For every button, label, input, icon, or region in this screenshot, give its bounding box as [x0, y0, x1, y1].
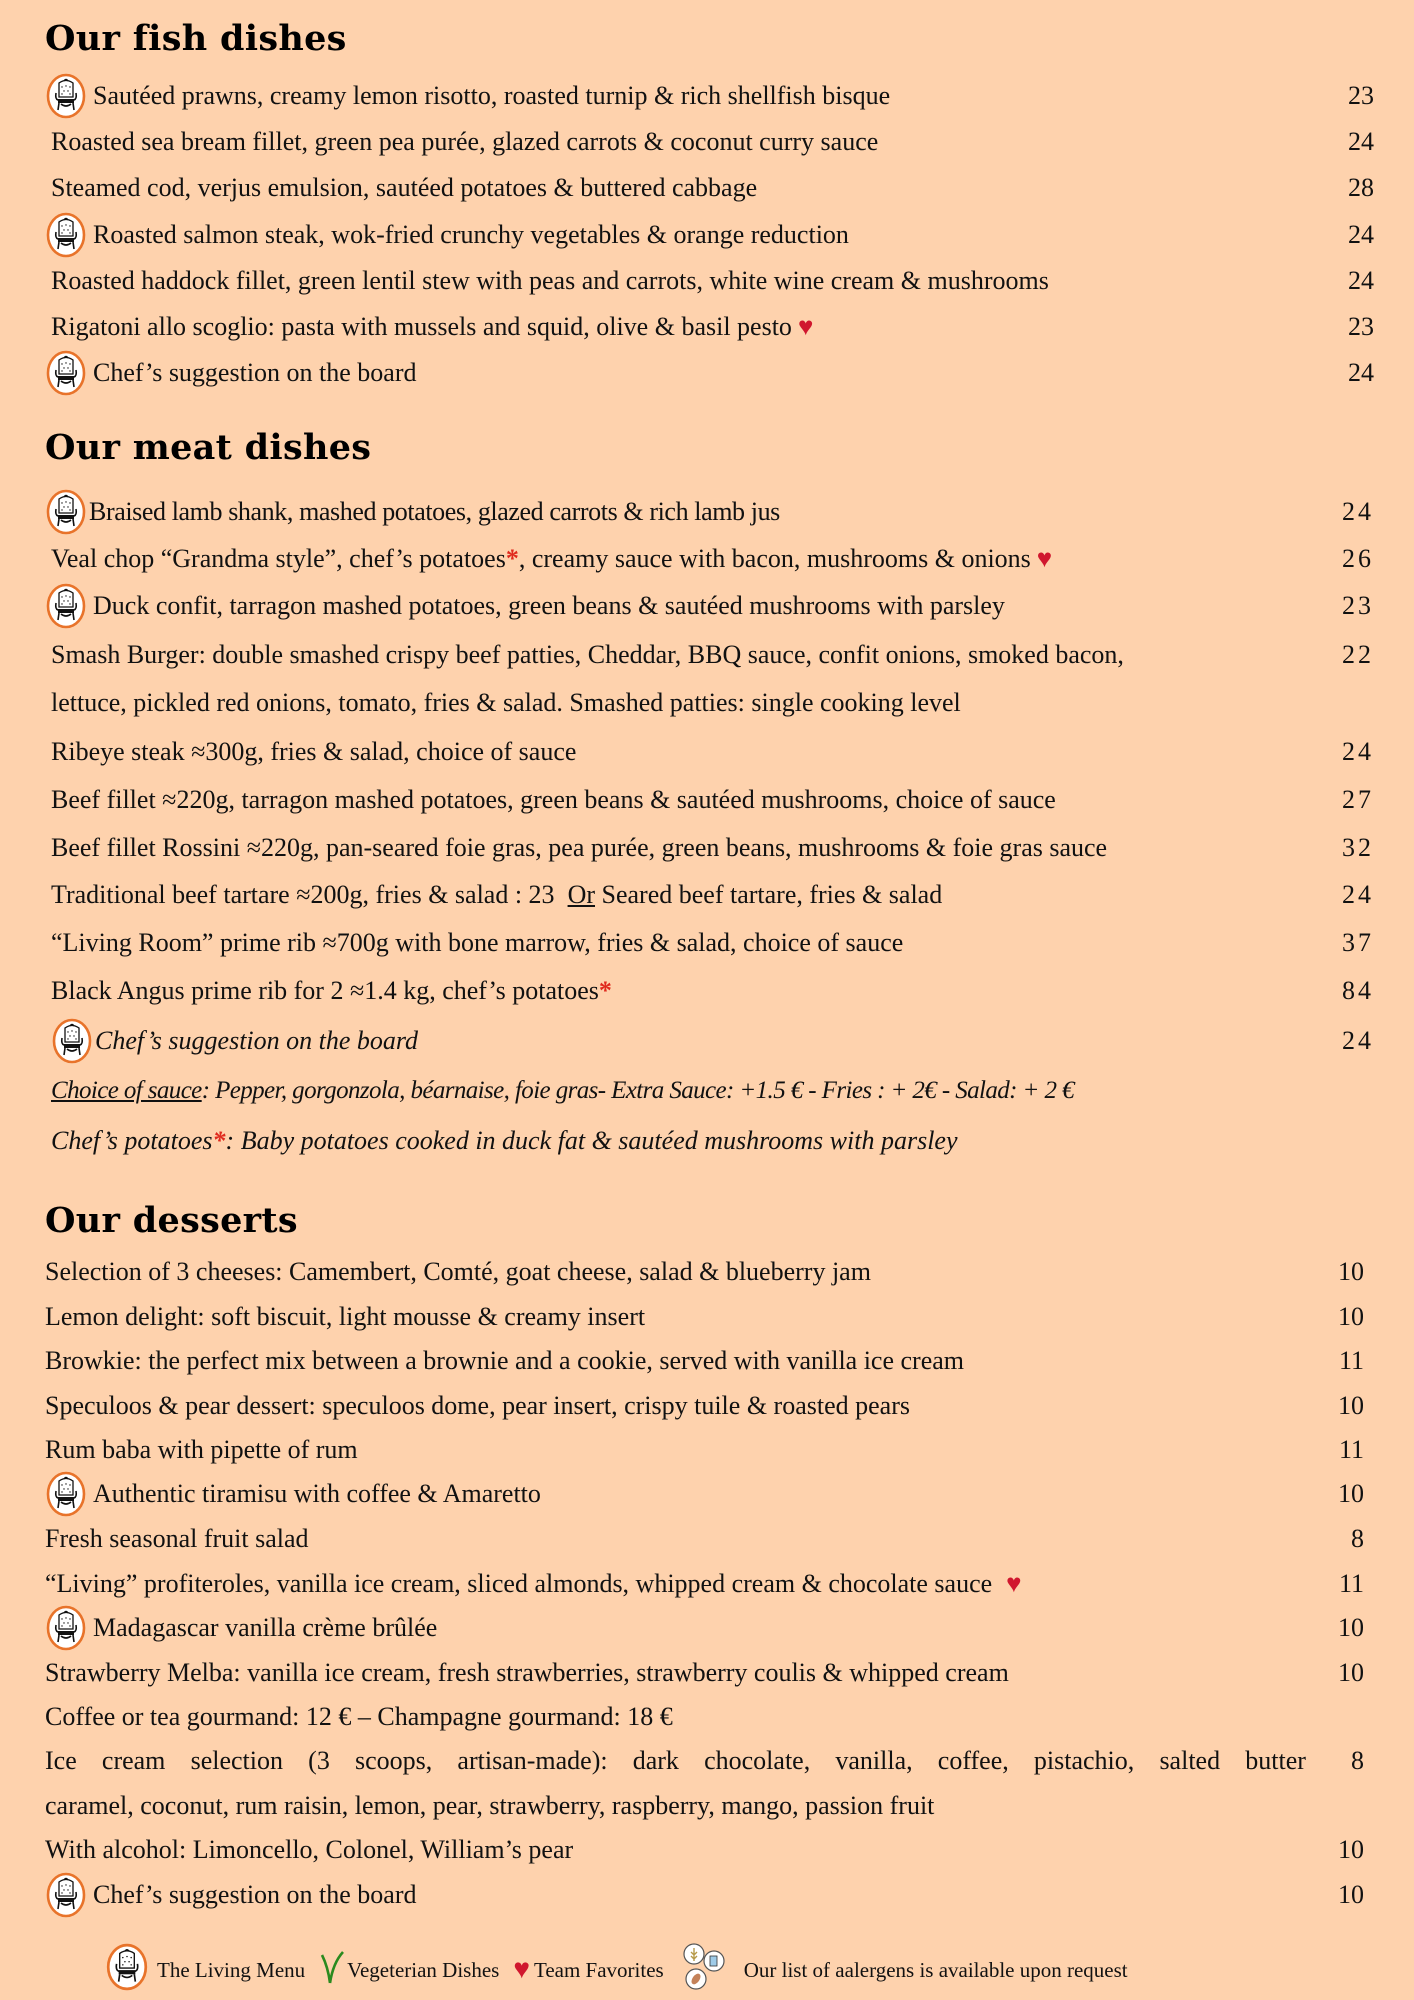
menu-item — [45, 489, 1374, 535]
allergen-icons — [678, 1942, 732, 1998]
menu-item-text-line2: caramel, coconut, rum raisin, lemon, pear, strawberry, raspberry, mango, passion fruit — [45, 1791, 935, 1820]
heart-icon: ♥ — [797, 312, 814, 341]
menu-item-price: 10 — [1338, 1880, 1364, 1909]
menu-item — [51, 258, 1374, 304]
legend — [105, 1945, 1142, 1995]
menu-item-text — [51, 880, 1304, 910]
section-title-desserts: Our desserts — [45, 1200, 298, 1241]
menu-item-text — [45, 1746, 1324, 1776]
menu-item-price: 10 — [1338, 1658, 1364, 1687]
menu-item — [51, 920, 1374, 966]
menu-item-desc: Black Angus prime rib for 2 ≈1.4 kg, chef’s potatoes — [51, 976, 599, 1005]
menu-item-text: Chef’s suggestion on the board — [95, 1026, 419, 1055]
menu-item — [51, 825, 1374, 871]
menu-item-price: 23 — [1348, 81, 1374, 110]
menu-item-text-line2: lettuce, pickled red onions, tomato, fries & salad. Smashed patties: single cooking level — [51, 688, 961, 717]
menu-item-text — [51, 312, 1304, 342]
leaf-icon — [319, 1949, 345, 1991]
menu-item-text: Sautéed prawns, creamy lemon risotto, roasted turnip & rich shellfish bisque — [93, 81, 891, 110]
menu-item-price: 24 — [1342, 880, 1374, 909]
menu-item — [45, 73, 1374, 119]
menu-item-desc: “Living” profiteroles, vanilla ice cream, sliced almonds, whipped cream & chocolate sauce — [45, 1569, 993, 1598]
ice-cream-word: selection — [190, 1746, 283, 1775]
potatoes-note-label: Chef’s potatoes — [51, 1126, 213, 1155]
menu-item — [51, 304, 1374, 350]
menu-item-desc-cont: Seared beef tartare, fries & salad — [595, 880, 943, 909]
menu-item — [45, 1694, 1364, 1740]
section-title-meat: Our meat dishes — [45, 427, 372, 468]
menu-item-continued — [45, 1783, 1364, 1829]
menu-item-text — [45, 1569, 1294, 1599]
menu-item — [45, 1249, 1364, 1295]
menu-item-text: Rum baba with pipette of rum — [45, 1435, 358, 1464]
menu-item-price: 24 — [1348, 358, 1374, 387]
menu-item-text: Duck confit, tarragon mashed potatoes, green beans & sautéed mushrooms with parsley — [93, 591, 1005, 620]
legend-vegetarian — [319, 1949, 499, 1991]
menu-item-price: 10 — [1338, 1391, 1364, 1420]
living-menu-armchair-icon — [45, 1471, 87, 1517]
living-menu-armchair-icon — [45, 489, 87, 535]
menu-item-price: 10 — [1338, 1257, 1364, 1286]
ice-cream-word: (3 — [308, 1746, 330, 1775]
menu-item-price: 24 — [1342, 737, 1374, 766]
menu-item — [45, 350, 1374, 396]
menu-item-text: Lemon delight: soft biscuit, light mousse & creamy insert — [45, 1302, 646, 1331]
menu-item — [51, 536, 1374, 582]
heart-icon: ♥ — [513, 1954, 530, 1985]
legend-label: The Living Menu — [157, 1957, 306, 1982]
menu-item-price: 24 — [1342, 497, 1374, 526]
menu-item-price: 23 — [1342, 591, 1374, 620]
living-menu-armchair-icon — [105, 1943, 149, 1997]
menu-item — [45, 1471, 1364, 1517]
legend-allergens — [678, 1942, 1128, 1998]
menu-item-price: 26 — [1342, 544, 1374, 573]
menu-item — [45, 1605, 1364, 1651]
menu-item-price: 24 — [1342, 1026, 1374, 1055]
heart-icon: ♥ — [1036, 544, 1053, 573]
menu-item-text — [51, 544, 1304, 574]
menu-item-price: 32 — [1342, 833, 1374, 862]
menu-item — [51, 632, 1374, 678]
menu-item-price: 84 — [1342, 976, 1374, 1005]
menu-item-text: Strawberry Melba: vanilla ice cream, fresh strawberries, strawberry coulis & whipped cream — [45, 1658, 1009, 1687]
heart-icon: ♥ — [1006, 1569, 1022, 1598]
menu-item-price: 10 — [1338, 1479, 1364, 1508]
ice-cream-line1 — [45, 1746, 1306, 1776]
potatoes-note-text — [51, 1126, 1374, 1156]
living-menu-armchair-icon — [45, 1605, 87, 1651]
menu-item-price: 11 — [1338, 1569, 1364, 1598]
menu-item-price: 11 — [1338, 1435, 1364, 1464]
asterisk-mark: * — [598, 976, 612, 1005]
menu-item — [51, 729, 1374, 775]
sauce-note-text — [51, 1077, 1374, 1105]
menu-item-price: 23 — [1348, 312, 1374, 341]
ice-cream-word: salted — [1159, 1746, 1221, 1775]
menu-item-text: Roasted salmon steak, wok-fried crunchy vegetables & orange reduction — [93, 220, 849, 249]
menu-item-text: Selection of 3 cheeses: Camembert, Comté, goat cheese, salad & blueberry jam — [45, 1257, 871, 1286]
ice-cream-word: cream — [101, 1746, 166, 1775]
legend-living-menu — [105, 1943, 305, 1997]
menu-item-text: Steamed cod, verjus emulsion, sautéed potatoes & buttered cabbage — [51, 173, 758, 202]
potatoes-note-desc: : Baby potatoes cooked in duck fat & sautéed mushrooms with parsley — [225, 1126, 958, 1155]
menu-item-text: Madagascar vanilla crème brûlée — [93, 1613, 438, 1642]
menu-item-text: Fresh seasonal fruit salad — [45, 1524, 309, 1553]
sauce-note-desc: : Pepper, gorgonzola, béarnaise, foie gras- Extra Sauce: +1.5 € - Fries : + 2€ - Salad: + 2 € — [201, 1077, 1074, 1104]
legend-label: Vegeterian Dishes — [347, 1957, 500, 1982]
menu-item-text: Browkie: the perfect mix between a brownie and a cookie, served with vanilla ice cream — [45, 1346, 965, 1375]
menu-item-text: Authentic tiramisu with coffee & Amaretto — [93, 1479, 541, 1508]
menu-item-price: 11 — [1338, 1346, 1364, 1375]
menu-item-price: 10 — [1338, 1835, 1364, 1864]
menu-item — [51, 968, 1374, 1014]
menu-item-price: 22 — [1342, 640, 1374, 669]
legend-label: Team Favorites — [533, 1957, 664, 1982]
menu-item-price: 24 — [1348, 220, 1374, 249]
menu-item-desc-cont: , creamy sauce with bacon, mushrooms & onions — [518, 544, 1031, 573]
legend-label: Our list of aalergens is available upon request — [743, 1957, 1128, 1982]
menu-item — [45, 1738, 1364, 1784]
menu-item-continued — [51, 680, 1374, 726]
sauce-note — [51, 1068, 1374, 1114]
living-menu-armchair-icon — [45, 212, 87, 258]
menu-item-text: Braised lamb shank, mashed potatoes, glazed carrots & rich lamb jus — [89, 497, 780, 526]
menu-item — [45, 1561, 1364, 1607]
menu-item-price: 8 — [1351, 1746, 1364, 1775]
menu-item — [51, 872, 1374, 918]
menu-item-price: 24 — [1348, 127, 1374, 156]
ice-cream-word: pistachio, — [1033, 1746, 1135, 1775]
menu-item-price: 28 — [1348, 173, 1374, 202]
sauce-note-label: Choice of sauce — [51, 1077, 202, 1104]
menu-item-price: 10 — [1338, 1302, 1364, 1331]
ice-cream-word: Ice — [45, 1746, 77, 1775]
menu-item-desc: Veal chop “Grandma style”, chef’s potatoes — [51, 544, 506, 573]
menu-item — [51, 165, 1374, 211]
ice-cream-word: butter — [1245, 1746, 1306, 1775]
menu-item — [45, 212, 1374, 258]
menu-item — [45, 1872, 1364, 1918]
menu-item-text: Chef’s suggestion on the board — [93, 1880, 417, 1909]
menu-item-price: 8 — [1351, 1524, 1364, 1553]
menu-item-price: 27 — [1342, 785, 1374, 814]
menu-item-text: Ribeye steak ≈300g, fries & salad, choice of sauce — [51, 737, 577, 766]
menu-item — [45, 1383, 1364, 1429]
menu-item-text: Beef fillet Rossini ≈220g, pan-seared foie gras, pea purée, green beans, mushrooms & foie gras sauce — [51, 833, 1108, 862]
ice-cream-word: scoops, — [354, 1746, 433, 1775]
ice-cream-word: artisan-made): — [457, 1746, 608, 1775]
living-menu-armchair-icon — [45, 73, 87, 119]
menu-item — [45, 1294, 1364, 1340]
menu-item-text: Roasted sea bream fillet, green pea purée, glazed carrots & coconut curry sauce — [51, 127, 879, 156]
menu-item-text: Chef’s suggestion on the board — [93, 358, 417, 387]
menu-item-text: Speculoos & pear dessert: speculoos dome, pear insert, crispy tuile & roasted pears — [45, 1391, 910, 1420]
menu-item — [45, 1650, 1364, 1696]
menu-item — [45, 1516, 1364, 1562]
menu-item — [45, 1827, 1364, 1873]
or-label: Or — [567, 880, 595, 909]
ice-cream-word: chocolate, — [704, 1746, 811, 1775]
menu-item-text: Roasted haddock fillet, green lentil stew with peas and carrots, white wine cream & mushrooms — [51, 266, 1049, 295]
living-menu-armchair-icon — [45, 350, 87, 396]
menu-item — [45, 583, 1374, 629]
menu-item-text: Smash Burger: double smashed crispy beef patties, Cheddar, BBQ sauce, confit onions, smoked bacon, — [51, 640, 1124, 669]
living-menu-armchair-icon — [45, 1872, 87, 1918]
potatoes-note — [51, 1118, 1374, 1164]
menu-item-price: 37 — [1342, 928, 1374, 957]
menu-item-text — [51, 976, 1304, 1006]
asterisk-mark: * — [212, 1126, 226, 1155]
menu-item — [51, 777, 1374, 823]
menu-item-text: With alcohol: Limoncello, Colonel, William’s pear — [45, 1835, 574, 1864]
menu-item-price: 10 — [1338, 1613, 1364, 1642]
living-menu-armchair-icon — [51, 1018, 93, 1064]
menu-item-text: “Living Room” prime rib ≈700g with bone marrow, fries & salad, choice of sauce — [51, 928, 904, 957]
menu-item — [51, 1018, 1374, 1064]
asterisk-mark: * — [505, 544, 519, 573]
ice-cream-word: dark — [632, 1746, 679, 1775]
menu-item — [45, 1427, 1364, 1473]
living-menu-armchair-icon — [45, 583, 87, 629]
ice-cream-word: coffee, — [937, 1746, 1009, 1775]
menu-item — [45, 1338, 1364, 1384]
menu-item-text: Coffee or tea gourmand: 12 € – Champagne gourmand: 18 € — [45, 1702, 673, 1731]
menu-item-price: 24 — [1348, 266, 1374, 295]
legend-favorites — [513, 1954, 663, 1986]
section-title-fish: Our fish dishes — [45, 18, 347, 59]
menu-item-desc: Traditional beef tartare ≈200g, fries & salad : 23 — [51, 880, 568, 909]
ice-cream-word: vanilla, — [835, 1746, 913, 1775]
menu-item-text: Beef fillet ≈220g, tarragon mashed potatoes, green beans & sautéed mushrooms, choice of sauce — [51, 785, 1056, 814]
menu-item-desc: Rigatoni allo scoglio: pasta with mussels and squid, olive & basil pesto — [51, 312, 792, 341]
menu-item — [51, 119, 1374, 165]
